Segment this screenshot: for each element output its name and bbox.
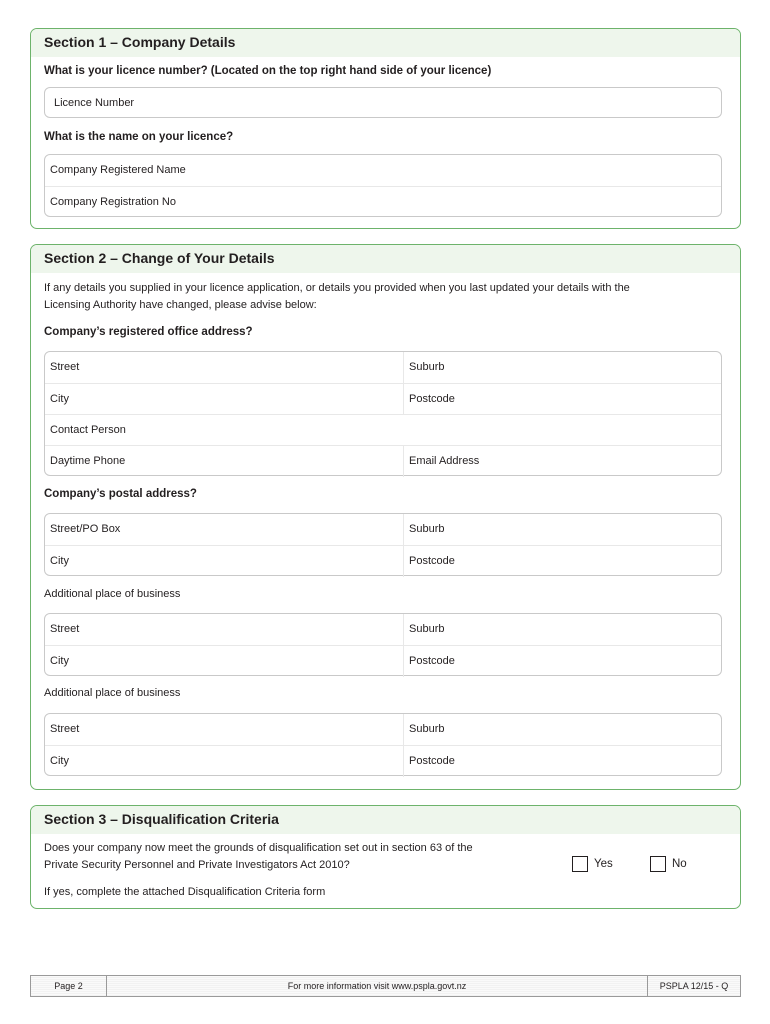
company-registration-no-field[interactable] <box>45 187 723 218</box>
registered-postcode-label: Postcode <box>409 393 455 405</box>
additional-2-postcode-field[interactable] <box>403 746 723 777</box>
form-row <box>45 414 721 445</box>
yes-label: Yes <box>594 858 613 870</box>
additional-2-city-field[interactable] <box>45 746 403 777</box>
additional-business-2-box <box>44 713 722 776</box>
contact-person-label: Contact Person <box>50 424 126 436</box>
registered-city-label: City <box>50 393 69 405</box>
additional-2-street-label: Street <box>50 723 80 735</box>
section-2-intro-line-2: Licensing Authority have changed, please advise below: <box>44 299 317 311</box>
licence-name-box <box>44 154 722 217</box>
email-address-field[interactable] <box>403 446 723 477</box>
registered-street-label: Street <box>50 361 80 373</box>
registered-office-box <box>44 351 722 476</box>
section-2-title: Section 2 – Change of Your Details <box>31 245 740 273</box>
registered-postcode-field[interactable] <box>403 384 723 415</box>
licence-number-question: What is your licence number? (Located on the top right hand side of your licence) <box>44 65 492 77</box>
company-registration-no-label: Company Registration No <box>50 196 176 208</box>
section-3-title: Section 3 – Disqualification Criteria <box>31 806 740 834</box>
additional-1-city-field[interactable] <box>45 646 403 677</box>
registered-city-field[interactable] <box>45 384 403 415</box>
additional-2-city-label: City <box>50 755 69 767</box>
postal-postcode-field[interactable] <box>403 546 723 577</box>
additional-2-suburb-field[interactable] <box>403 714 723 745</box>
licence-number-field[interactable] <box>45 88 723 119</box>
additional-business-2-label: Additional place of business <box>44 687 181 699</box>
form-row <box>45 514 721 545</box>
postal-postcode-label: Postcode <box>409 555 455 567</box>
postal-street-label: Street/PO Box <box>50 523 121 535</box>
registered-suburb-label: Suburb <box>409 361 445 373</box>
no-checkbox[interactable] <box>650 856 666 872</box>
form-row <box>45 445 721 476</box>
form-row <box>45 155 721 186</box>
section-1-title: Section 1 – Company Details <box>31 29 740 57</box>
section-disqualification-criteria <box>30 805 741 909</box>
disqualification-question-line-2: Private Security Personnel and Private Investigators Act 2010? <box>44 859 350 871</box>
additional-1-street-label: Street <box>50 623 80 635</box>
additional-2-suburb-label: Suburb <box>409 723 445 735</box>
form-row <box>45 745 721 776</box>
licence-name-question: What is the name on your licence? <box>44 131 234 143</box>
postal-city-label: City <box>50 555 69 567</box>
company-registered-name-field[interactable] <box>45 155 723 186</box>
form-code: PSPLA 12/15 - Q <box>659 981 729 991</box>
postal-suburb-label: Suburb <box>409 523 445 535</box>
company-registered-name-label: Company Registered Name <box>50 164 186 176</box>
form-row <box>45 186 721 217</box>
form-row <box>45 645 721 676</box>
registered-office-question: Company’s registered office address? <box>44 326 253 338</box>
page-footer <box>30 975 741 997</box>
no-label: No <box>672 858 687 870</box>
additional-1-suburb-label: Suburb <box>409 623 445 635</box>
additional-1-postcode-label: Postcode <box>409 655 455 667</box>
form-row <box>45 545 721 576</box>
form-row <box>45 714 721 745</box>
form-row <box>45 383 721 414</box>
footer-info-link[interactable]: For more information visit www.pspla.govt.nz <box>287 981 467 991</box>
form-row <box>45 352 721 383</box>
additional-1-suburb-field[interactable] <box>403 614 723 645</box>
additional-1-street-field[interactable] <box>45 614 403 645</box>
section-change-of-details <box>30 244 741 790</box>
daytime-phone-label: Daytime Phone <box>50 455 126 467</box>
section-2-intro-line-1: If any details you supplied in your licence application, or details you provided when you last updated your details with the <box>44 282 630 294</box>
disqualification-note: If yes, complete the attached Disqualification Criteria form <box>44 886 326 898</box>
page-number: Page 2 <box>54 981 83 991</box>
form-row <box>45 614 721 645</box>
section-company-details <box>30 28 741 229</box>
registered-suburb-field[interactable] <box>403 352 723 383</box>
licence-number-label: Licence Number <box>54 97 135 109</box>
postal-city-field[interactable] <box>45 546 403 577</box>
additional-business-1-label: Additional place of business <box>44 588 181 600</box>
postal-suburb-field[interactable] <box>403 514 723 545</box>
registered-street-field[interactable] <box>45 352 403 383</box>
disqualification-question-line-1: Does your company now meet the grounds of disqualification set out in section 63 of the <box>44 842 473 854</box>
email-address-label: Email Address <box>409 455 480 467</box>
licence-number-box <box>44 87 722 118</box>
additional-2-street-field[interactable] <box>45 714 403 745</box>
postal-address-question: Company’s postal address? <box>44 488 197 500</box>
additional-1-city-label: City <box>50 655 69 667</box>
postal-street-field[interactable] <box>45 514 403 545</box>
additional-1-postcode-field[interactable] <box>403 646 723 677</box>
yes-checkbox[interactable] <box>572 856 588 872</box>
additional-2-postcode-label: Postcode <box>409 755 455 767</box>
contact-person-field[interactable] <box>45 415 723 446</box>
additional-business-1-box <box>44 613 722 676</box>
postal-address-box <box>44 513 722 576</box>
daytime-phone-field[interactable] <box>45 446 403 477</box>
